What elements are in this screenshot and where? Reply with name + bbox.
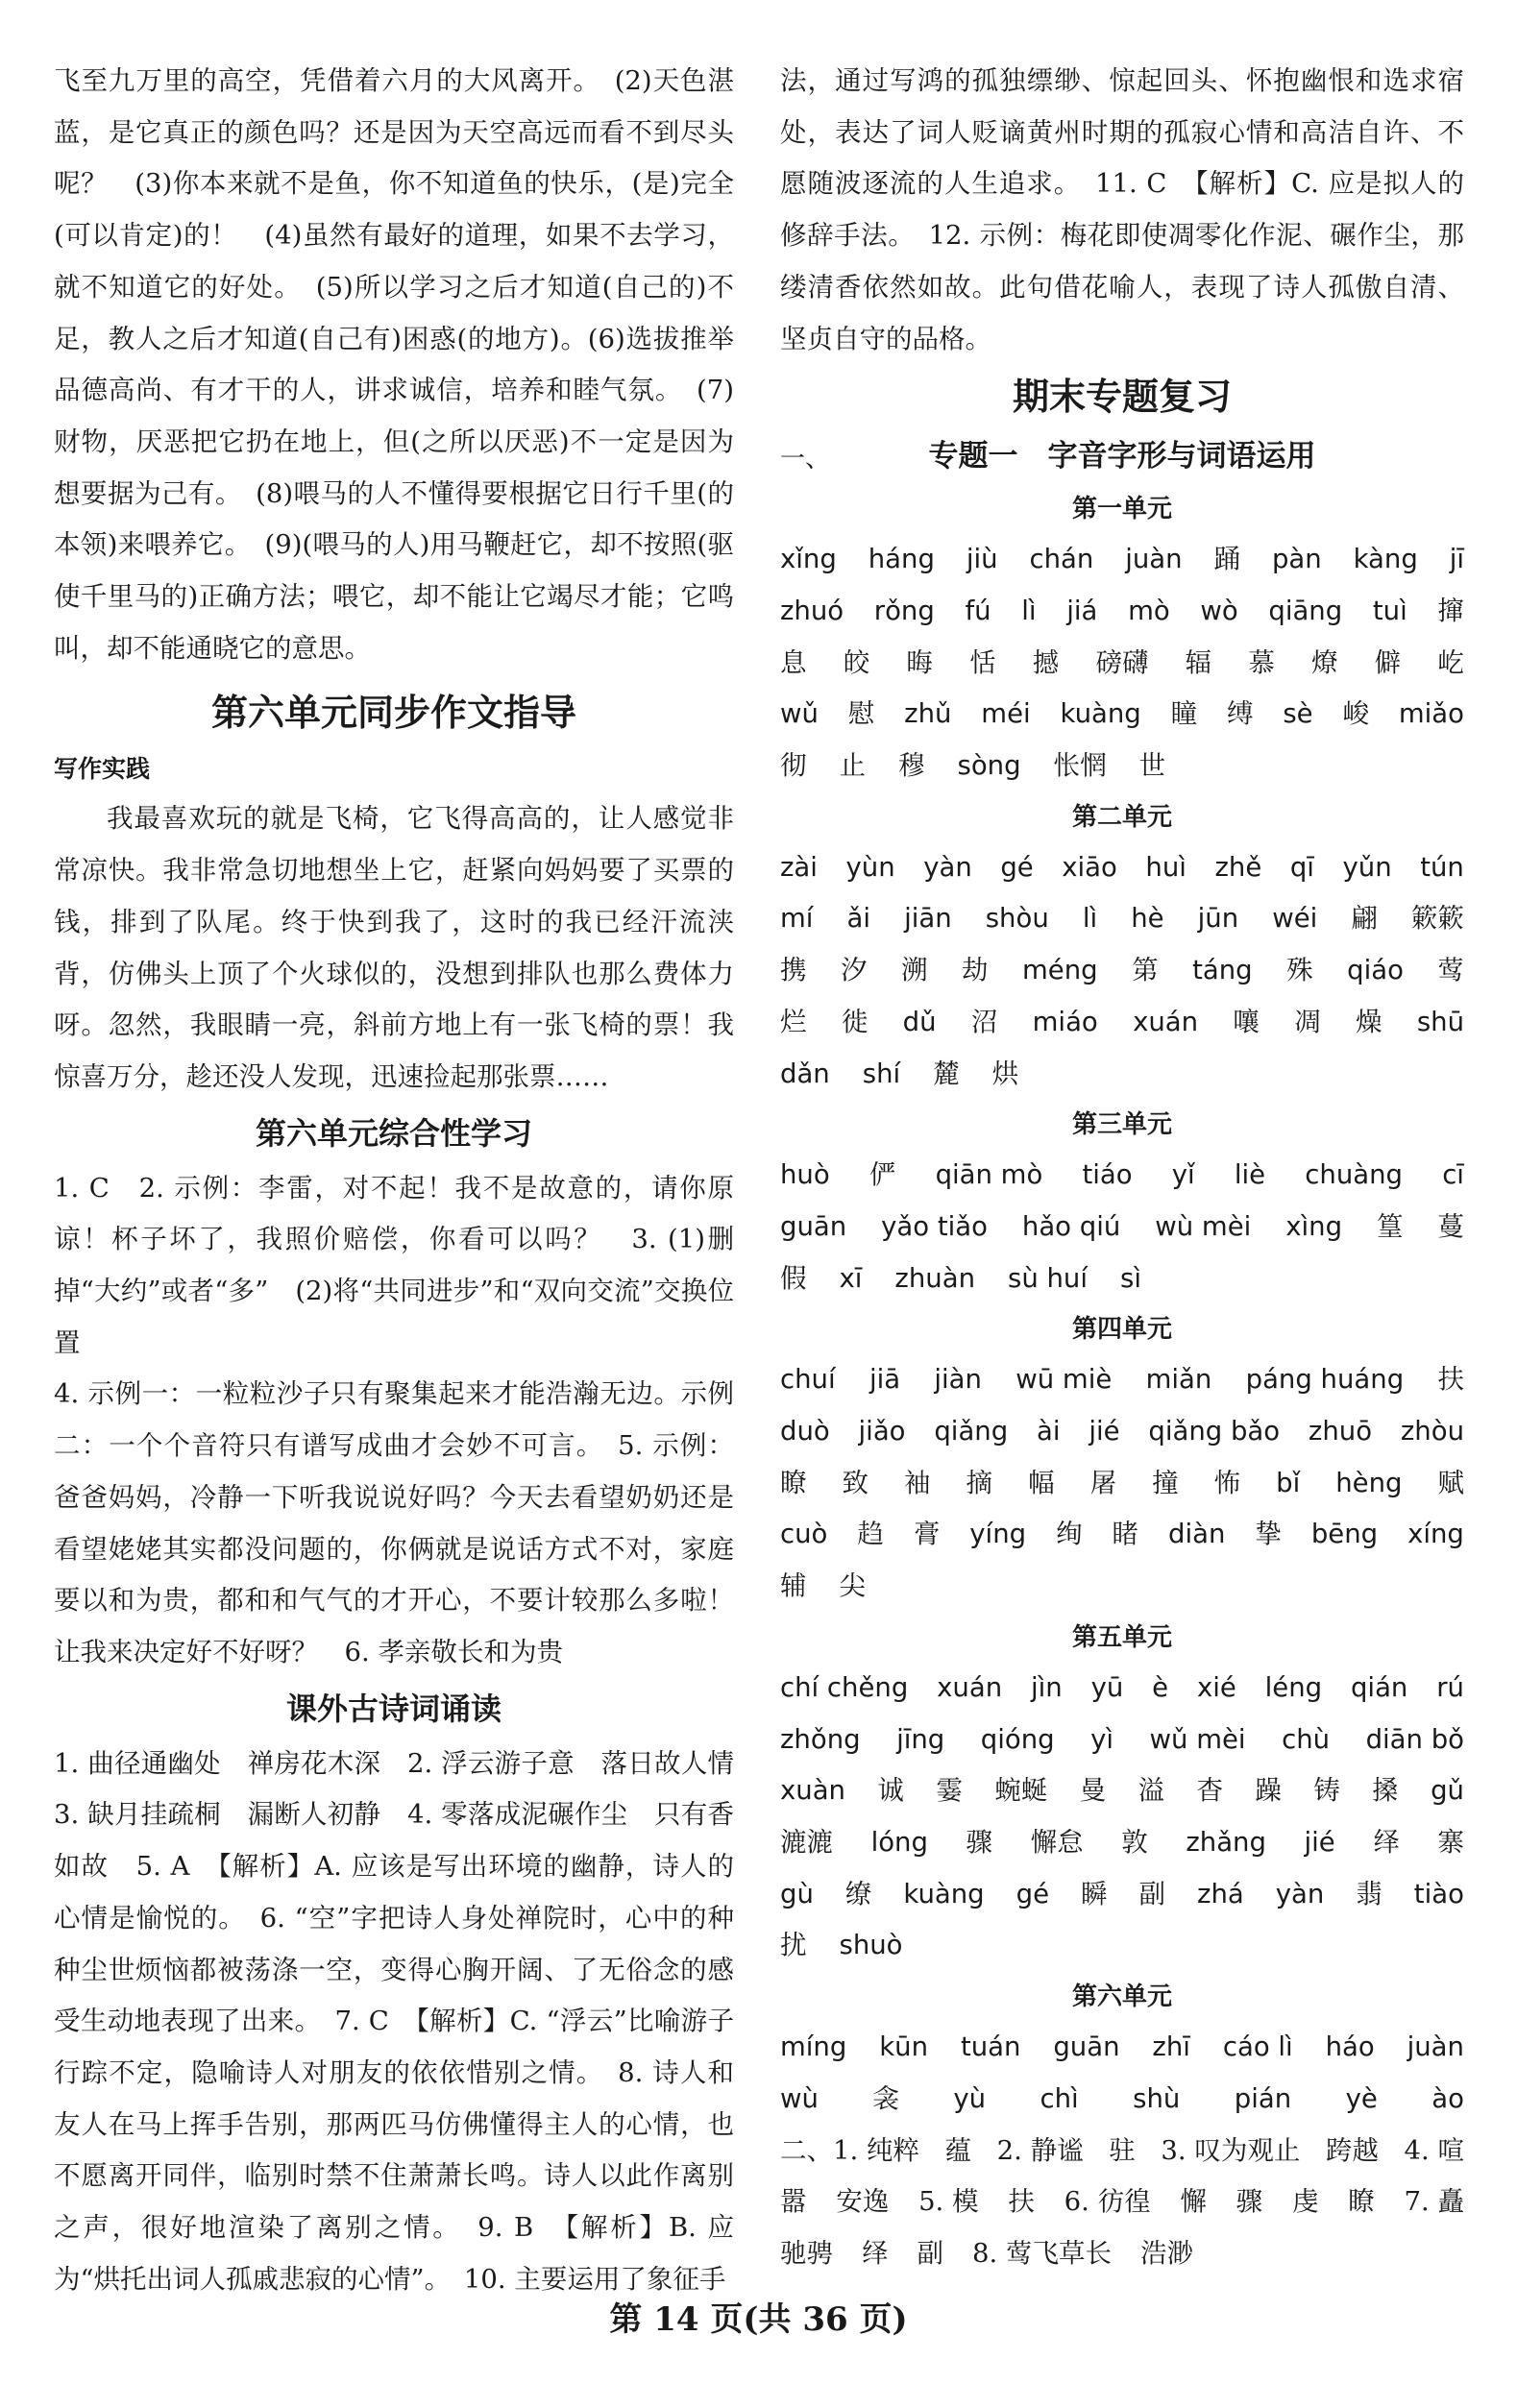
answer-row <box>780 1509 1464 1561</box>
answer-item: 诚 <box>877 1775 904 1807</box>
answer-item: 杳 <box>1196 1775 1223 1807</box>
answer-item: 虔 <box>1291 2186 1319 2218</box>
answer-item: yǎo tiǎo <box>881 1210 988 1242</box>
answer-item: è <box>1152 1671 1169 1703</box>
answer-item: yǔn <box>1342 851 1392 883</box>
answer-item: 彻 <box>780 750 807 782</box>
answer-item: 驰骋 <box>780 2237 833 2269</box>
answer-item: xìng <box>1285 1210 1343 1242</box>
answer-item: 瞳 <box>1170 698 1198 730</box>
answer-item: táng <box>1192 955 1253 986</box>
answer-item: zài <box>780 851 818 883</box>
answer-item: gù <box>780 1878 814 1909</box>
answer-item: 蔓 <box>1437 1210 1464 1242</box>
answer-item: hǎo qiú <box>1021 1210 1121 1242</box>
answer-item: 辅 <box>780 1570 807 1602</box>
answer-row <box>780 689 1464 741</box>
topic-one-title: 专题一 字音字形与词语运用 <box>928 439 1316 474</box>
answer-item: 2. 静谧 <box>996 2134 1084 2166</box>
answer-item: shí <box>862 1058 901 1089</box>
answer-item: jiàn <box>934 1364 982 1396</box>
answer-item: lì <box>1021 595 1037 626</box>
comprehensive-study-title: 第六单元综合性学习 <box>255 1114 532 1152</box>
answer-item: 僻 <box>1374 646 1402 678</box>
answer-item: méng <box>1022 955 1098 986</box>
answer-item: 晦 <box>906 646 933 678</box>
answer-item: juàn <box>1407 2031 1464 2063</box>
answer-item: 安逸 <box>836 2186 890 2218</box>
answer-item: míng <box>780 2031 847 2063</box>
answer-item: 峻 <box>1342 698 1369 730</box>
answer-item: wéi <box>1272 903 1318 935</box>
answer-item: 瞭 <box>780 1467 807 1498</box>
answer-item: jīng <box>896 1723 945 1755</box>
answer-item: yǐ <box>1171 1159 1195 1191</box>
answer-item: 致 <box>842 1467 869 1498</box>
answer-row <box>780 638 1464 690</box>
answer-item: hèng <box>1335 1467 1403 1498</box>
answer-item: 骤 <box>1236 2186 1263 2218</box>
answer-item: 辐 <box>1185 646 1212 678</box>
answer-item: duò <box>780 1416 830 1447</box>
answer-item: cī <box>1442 1159 1464 1191</box>
answer-item: kūn <box>879 2031 929 2063</box>
answer-item: háo <box>1325 2031 1375 2063</box>
answer-row <box>780 2022 1464 2074</box>
answer-item: 绚 <box>1056 1519 1083 1550</box>
answer-item: sì <box>1120 1262 1141 1294</box>
answer-item: miáo <box>1032 1006 1098 1037</box>
answer-item: zhǎng <box>1186 1826 1266 1858</box>
answer-item: zhuó <box>780 595 844 626</box>
answer-item: chuí <box>780 1364 836 1396</box>
writing-practice-label: 写作实践 <box>54 755 151 784</box>
answer-item: 绎 <box>1373 1826 1400 1858</box>
unit-heading: 第六单元 <box>1071 1982 1172 2012</box>
answer-item: 撺 <box>1437 595 1464 626</box>
answer-item: 假 <box>780 1262 807 1294</box>
answer-item: 尖 <box>839 1570 866 1602</box>
unit-heading: 第五单元 <box>1071 1622 1172 1652</box>
answer-item: jìn <box>1031 1671 1063 1703</box>
answer-item: 穆 <box>898 750 925 782</box>
unit-heading: 第四单元 <box>1071 1315 1172 1345</box>
answer-item: sù huí <box>1008 1262 1088 1294</box>
page-number-footer: 第 14 页(共 36 页) <box>609 2300 908 2339</box>
answer-item: yàn <box>923 851 972 883</box>
section-two-answers <box>780 2126 1464 2280</box>
section-one-label: 一、 <box>780 445 831 474</box>
answer-item: 怅惘 <box>1053 750 1107 782</box>
answer-item: 袖 <box>904 1467 931 1498</box>
answer-item: lì <box>1082 903 1098 935</box>
answer-item: 殊 <box>1286 955 1313 986</box>
answer-item: 浩渺 <box>1139 2237 1193 2269</box>
answer-item: léng <box>1264 1671 1323 1703</box>
answer-item: miǎn <box>1145 1364 1212 1396</box>
answer-item: 燎 <box>1311 646 1338 678</box>
answer-item: huò <box>780 1159 830 1191</box>
comprehensive-answers-2: 4. 示例一：一粒粒沙子只有聚集起来才能浩瀚无边。示例二：一个个音符只有谱写成曲才会妙不可言。 5. 示例：爸爸妈妈，冷静一下听我说说好吗？今天去看望奶奶还是看望姥姥其实都没问题的，你俩就是说话方式不对，家庭要以和为贵，都和和气气的才开心，不要计较那么多啦！让我来决定好不好呀？ 6. 孝亲敬长和为贵 <box>54 1378 734 1667</box>
answer-item: 铸 <box>1313 1775 1340 1807</box>
answer-item: 副 <box>917 2237 943 2269</box>
answer-item: zhě <box>1214 851 1262 883</box>
answer-item: jiù <box>966 544 998 575</box>
answer-item: xié <box>1196 1671 1236 1703</box>
answer-item: 凋 <box>1294 1006 1321 1037</box>
answer-item: 趋 <box>857 1519 884 1550</box>
answer-item: 息 <box>780 646 807 678</box>
answer-item: gé <box>1015 1878 1050 1909</box>
answer-item: 携 <box>780 955 807 986</box>
answer-item: xuàn <box>780 1775 845 1807</box>
answer-item: zhá <box>1197 1878 1244 1909</box>
answer-row <box>780 741 1464 792</box>
answer-item: 瞭 <box>1348 2186 1375 2218</box>
answer-item: jiǎo <box>858 1416 906 1447</box>
answer-item: mí <box>780 903 814 935</box>
answer-item: kuàng <box>903 1878 985 1909</box>
answer-item: bēng <box>1310 1519 1379 1550</box>
right-column <box>780 56 1464 2280</box>
answer-item: 跨越 <box>1325 2134 1379 2166</box>
answer-item: jiān <box>904 903 952 935</box>
answer-item: 簌簌 <box>1410 903 1464 935</box>
writing-practice-text: 我最喜欢玩的就是飞椅，它飞得高高的，让人感觉非常凉快。我非常急切地想坐上它，赶紧向妈妈要了买票的钱，排到了队尾。终于快到我了，这时的我已经汗流浃背，仿佛头上顶了个火球似的，没想到排队也那么费体力呀。忽然，我眼睛一亮，斜前方地上有一张飞椅的票！我惊喜万分，趁还没人发现，迅速捡起那张票…… <box>54 803 734 1092</box>
answer-item: cáo lì <box>1222 2031 1293 2063</box>
answer-item: ào <box>1431 2082 1464 2114</box>
answer-item: bǐ <box>1276 1467 1301 1498</box>
answer-item: zhòu <box>1400 1416 1464 1447</box>
answer-item: zhuàn <box>894 1262 975 1294</box>
answer-item: xíng <box>1407 1519 1464 1550</box>
answer-row <box>780 1202 1464 1253</box>
answer-item: 蕴 <box>944 2134 972 2166</box>
answer-item: tuán <box>960 2031 1021 2063</box>
answer-item: 缭 <box>844 1878 872 1909</box>
answer-item: qiāng <box>1268 595 1343 626</box>
answer-item: dǎn <box>780 1058 830 1089</box>
answer-item: 7. 矗 <box>1404 2186 1464 2218</box>
answer-item: 扰 <box>780 1930 807 1961</box>
answer-row <box>780 1765 1464 1817</box>
answer-item: 烘 <box>991 1058 1019 1089</box>
poetry-answers: 1. 曲径通幽处 禅房花木深 2. 浮云游子意 落日故人情 3. 缺月挂疏桐 漏断人初静 4. 零落成泥碾作尘 只有香如故 5. A 【解析】A. 应该是写出环境的幽静，诗人的心情是愉悦的。 6. “空”字把诗人身处禅院时，心中的种种尘世烦恼都被荡涤一空，变得心胸开阔、了无俗念的感受生动地表现了出来。 7. C 【解析】C. “浮云”比喻游子行踪不定，隐喻诗人对朋友的依依惜别之情。 8. 诗人和友人在马上挥手告别，那两匹马仿佛懂得主人的心情，也不愿离开同伴，临别时禁不住萧萧长鸣。诗人以此作离别之声，很好地渲染了离别之情。 9. B 【解析】B. 应为“烘托出词人孤戚悲寂的心情”。 10. 主要运用了象征手 <box>54 1747 761 2295</box>
answer-item: 世 <box>1138 750 1166 782</box>
answer-item: tún <box>1420 851 1464 883</box>
answer-item: 汐 <box>841 955 868 986</box>
answer-row <box>780 1150 1464 1202</box>
answer-item: tuì <box>1372 595 1407 626</box>
answer-item: zhǒng <box>780 1723 861 1755</box>
answer-item: jié <box>1089 1416 1120 1447</box>
answer-item: chán <box>1029 544 1094 575</box>
answer-item: 屹 <box>1437 646 1464 678</box>
answer-item: 缚 <box>1226 698 1254 730</box>
answer-item: 蜿蜒 <box>994 1775 1048 1807</box>
answer-row <box>780 842 1464 894</box>
answer-item: wò <box>1200 595 1238 626</box>
answer-item: yùn <box>845 851 895 883</box>
answer-item: wù <box>780 2082 819 2114</box>
answer-item: 驻 <box>1109 2134 1136 2166</box>
answer-item: 麓 <box>933 1058 960 1089</box>
answer-text-classical: 飞至九万里的高空，凭借着六月的大风离开。 (2)天色湛蓝，是它真正的颜色吗？还是因为天空高远而看不到尽头呢？ (3)你本来就不是鱼，你不知道鱼的快乐，(是)完全(可以肯定)的！ (4)虽然有最好的道理，如果不去学习，就不知道它的好处。 (5)所以学习之后才知道(自己的)不足，教人之后才知道(自己有)困惑(的地方)。(6)选拔推举品德高尚、有才干的人，讲求诚信，培养和睦气氛。 (7)财物，厌恶把它扔在地上，但(之所以厌恶)不一定是因为想要据为己有。 (8)喂马的人不懂得要根据它日行千里(的本领)来喂养它。 (9)(喂马的人)用马鞭赶它，却不按照(驱使千里马的)正确方法；喂它，却不能让它竭尽才能；它鸣叫，却不能通晓它的意思。 <box>54 65 734 664</box>
answer-item: 赋 <box>1437 1467 1464 1498</box>
answer-item: 撼 <box>1032 646 1060 678</box>
answer-item: 敦 <box>1121 1826 1148 1858</box>
answer-item: liè <box>1234 1159 1266 1191</box>
answer-item: miǎo <box>1398 698 1464 730</box>
answer-item: shuò <box>839 1930 903 1961</box>
answer-row <box>780 1869 1464 1921</box>
answer-item: yàn <box>1275 1878 1325 1909</box>
answer-item: 二、1. 纯粹 <box>780 2134 919 2166</box>
answer-item: 劫 <box>962 955 989 986</box>
answer-item: guān <box>1053 2031 1120 2063</box>
answer-item: wǔ mèi <box>1149 1723 1246 1755</box>
comprehensive-answers-1: 1. C 2. 示例：李雷，对不起！我不是故意的，请你原谅！杯子坏了，我照价赔偿，你看可以吗？ 3. (1)删掉“大约”或者“多” (2)将“共同进步”和“双向交流”交换位置 <box>54 1172 734 1358</box>
answer-item: tiáo <box>1082 1159 1133 1191</box>
answer-row <box>780 2228 1464 2280</box>
unit-heading: 第二单元 <box>1071 802 1172 832</box>
answer-item: wū miè <box>1015 1364 1113 1396</box>
answer-item: 摘 <box>966 1467 993 1498</box>
answer-item: yè <box>1345 2082 1378 2114</box>
answer-row <box>780 1458 1464 1510</box>
answer-item: 篁 <box>1377 1210 1404 1242</box>
answer-item: lóng <box>870 1826 928 1858</box>
answer-item: 踊 <box>1213 544 1241 575</box>
answer-item: ǎi <box>846 903 871 935</box>
answer-item: 搡 <box>1372 1775 1399 1807</box>
answer-item: jiā <box>869 1364 901 1396</box>
answer-item: rú <box>1436 1671 1464 1703</box>
answer-item: qiǎng bǎo <box>1148 1416 1281 1447</box>
answer-item: zhuō <box>1308 1416 1373 1447</box>
answer-item: 漉漉 <box>780 1826 833 1858</box>
answer-item: 溯 <box>901 955 928 986</box>
answer-item: yū <box>1090 1671 1124 1703</box>
unit-heading: 第一单元 <box>1071 495 1172 524</box>
answer-item: jié <box>1304 1826 1335 1858</box>
answer-text-poetry-cont: 法，通过写鸿的孤独缥缈、惊起回头、怀抱幽恨和选求宿处，表达了词人贬谪黄州时期的孤寂心情和高洁自许、不愿随波逐流的人生追求。 11. C 【解析】C. 应是拟人的修辞手法。 12. 示例：梅花即使凋零化作泥、碾作尘，那缕清香依然如故。此句借花喻人，表现了诗人孤傲自清、坚贞自守的品格。 <box>780 65 1464 354</box>
answer-item: ài <box>1037 1416 1061 1447</box>
answer-item: 3. 叹为观止 <box>1161 2134 1301 2166</box>
answer-item: xǐng <box>780 544 837 575</box>
answer-item: 撞 <box>1152 1467 1179 1498</box>
answer-item: 衾 <box>872 2082 899 2114</box>
answer-item: 屠 <box>1089 1467 1117 1498</box>
left-column <box>54 56 761 2305</box>
answer-item: 恬 <box>969 646 996 678</box>
answer-row <box>780 2074 1464 2126</box>
answer-item: 燥 <box>1356 1006 1382 1037</box>
answer-item: 皎 <box>843 646 870 678</box>
answer-row <box>780 2177 1464 2228</box>
answer-item: háng <box>868 544 935 575</box>
answer-item: 止 <box>839 750 866 782</box>
unit-heading: 第三单元 <box>1071 1110 1172 1140</box>
answer-item: qiǎng <box>934 1416 1009 1447</box>
answer-item: xī <box>839 1262 863 1294</box>
answer-item: 扶 <box>1008 2186 1035 2218</box>
answer-row <box>780 997 1464 1049</box>
answer-item: 瞬 <box>1081 1878 1108 1909</box>
answer-row <box>780 1561 1464 1613</box>
answer-item: kàng <box>1353 544 1418 575</box>
answer-item: gǔ <box>1431 1775 1464 1807</box>
answer-item: jiá <box>1066 595 1098 626</box>
answer-item: páng huáng <box>1245 1364 1405 1396</box>
answer-item: gé <box>1000 851 1034 883</box>
answer-item: qiáo <box>1347 955 1404 986</box>
answer-item: cuò <box>780 1519 828 1550</box>
answer-row <box>780 1920 1464 1972</box>
answer-item: 6. 彷徨 <box>1064 2186 1151 2218</box>
answer-item: 嚣 <box>780 2186 807 2218</box>
answer-item: mò <box>1128 595 1170 626</box>
answer-item: 第 <box>1132 955 1159 986</box>
answer-item: shū <box>1416 1006 1464 1037</box>
answer-item: fú <box>965 595 991 626</box>
answer-row <box>780 534 1464 586</box>
answer-item: shù <box>1133 2082 1181 2114</box>
answer-item: 翩 <box>1351 903 1378 935</box>
answer-item: 副 <box>1138 1878 1166 1909</box>
answer-row <box>780 1049 1464 1101</box>
answer-item: 慕 <box>1248 646 1275 678</box>
answer-item: chí chěng <box>780 1671 909 1703</box>
answer-item: 膏 <box>913 1519 941 1550</box>
answer-item: chuàng <box>1305 1159 1403 1191</box>
answer-item: 4. 喧 <box>1404 2134 1464 2166</box>
poetry-reading-title: 课外古诗词诵读 <box>285 1690 502 1727</box>
answer-item: kuàng <box>1060 698 1141 730</box>
answer-item: qiān mò <box>935 1159 1043 1191</box>
answer-item: 8. 莺飞草长 <box>972 2237 1112 2269</box>
answer-item: wǔ <box>780 698 819 730</box>
answer-item: 5. 模 <box>918 2186 979 2218</box>
answer-row <box>780 2126 1464 2177</box>
answer-item: 绎 <box>862 2237 889 2269</box>
answer-item: 寨 <box>1437 1826 1464 1858</box>
answer-row <box>780 1253 1464 1305</box>
answer-item: diàn <box>1168 1519 1226 1550</box>
answer-item: dǔ <box>902 1006 937 1037</box>
answer-item: 幅 <box>1028 1467 1055 1498</box>
answer-item: shòu <box>985 903 1049 935</box>
answer-item: jūn <box>1197 903 1239 935</box>
answer-item: xuán <box>937 1671 1003 1703</box>
answer-row <box>780 586 1464 638</box>
answer-item: hè <box>1131 903 1164 935</box>
answer-item: 沼 <box>970 1006 998 1037</box>
answer-item: xiāo <box>1062 851 1117 883</box>
answer-item: 霎 <box>936 1775 963 1807</box>
answer-item: 烂 <box>780 1006 807 1037</box>
answer-item: 嚷 <box>1233 1006 1260 1037</box>
answer-item: 睹 <box>1112 1519 1139 1550</box>
answer-item: sè <box>1283 698 1313 730</box>
answer-item: 慰 <box>847 698 875 730</box>
final-review-title: 期末专题复习 <box>1012 376 1232 419</box>
answer-item: huì <box>1145 851 1187 883</box>
answer-item: 徙 <box>841 1006 869 1037</box>
answer-row <box>780 1715 1464 1766</box>
answer-row <box>780 893 1464 945</box>
answer-item: chì <box>1040 2082 1079 2114</box>
answer-item: 莺 <box>1437 955 1464 986</box>
answer-item: 挚 <box>1255 1519 1282 1550</box>
answer-item: 懈 <box>1180 2186 1207 2218</box>
answer-item: jī <box>1449 544 1464 575</box>
answer-item: yì <box>1090 1723 1114 1755</box>
answer-item: tiào <box>1413 1878 1464 1909</box>
answer-item: 怖 <box>1213 1467 1241 1498</box>
answer-item: qióng <box>980 1723 1055 1755</box>
answer-item: chù <box>1282 1723 1331 1755</box>
answer-item: méi <box>981 698 1031 730</box>
answer-item: 曼 <box>1079 1775 1107 1807</box>
answer-row <box>780 945 1464 997</box>
answer-item: 溢 <box>1138 1775 1165 1807</box>
answer-item: 翡 <box>1356 1878 1382 1909</box>
answer-item: guān <box>780 1210 847 1242</box>
answer-item: qī <box>1289 851 1314 883</box>
composition-guide-title: 第六单元同步作文指导 <box>210 692 576 735</box>
answer-item: pàn <box>1271 544 1322 575</box>
answer-item: sòng <box>957 750 1021 782</box>
answer-item: zhī <box>1152 2031 1190 2063</box>
answer-item: 磅礴 <box>1095 646 1149 678</box>
answer-item: 躁 <box>1255 1775 1282 1807</box>
answer-item: xuán <box>1133 1006 1199 1037</box>
answer-item: wù mèi <box>1155 1210 1252 1242</box>
answer-row <box>780 1817 1464 1869</box>
answer-item: 扶 <box>1437 1364 1464 1396</box>
answer-item: 懈怠 <box>1030 1826 1084 1858</box>
answer-item: yù <box>953 2082 987 2114</box>
answer-item: 俨 <box>869 1159 896 1191</box>
answer-row <box>780 1663 1464 1715</box>
answer-item: rǒng <box>873 595 935 626</box>
answer-item: pián <box>1234 2082 1292 2114</box>
answer-item: diān bǒ <box>1365 1723 1464 1755</box>
answer-item: zhǔ <box>904 698 952 730</box>
answer-item: yíng <box>969 1519 1027 1550</box>
answer-item: 骤 <box>966 1826 993 1858</box>
answer-row <box>780 1406 1464 1458</box>
answer-row <box>780 1354 1464 1406</box>
answer-item: juàn <box>1125 544 1183 575</box>
answer-item: qián <box>1350 1671 1408 1703</box>
